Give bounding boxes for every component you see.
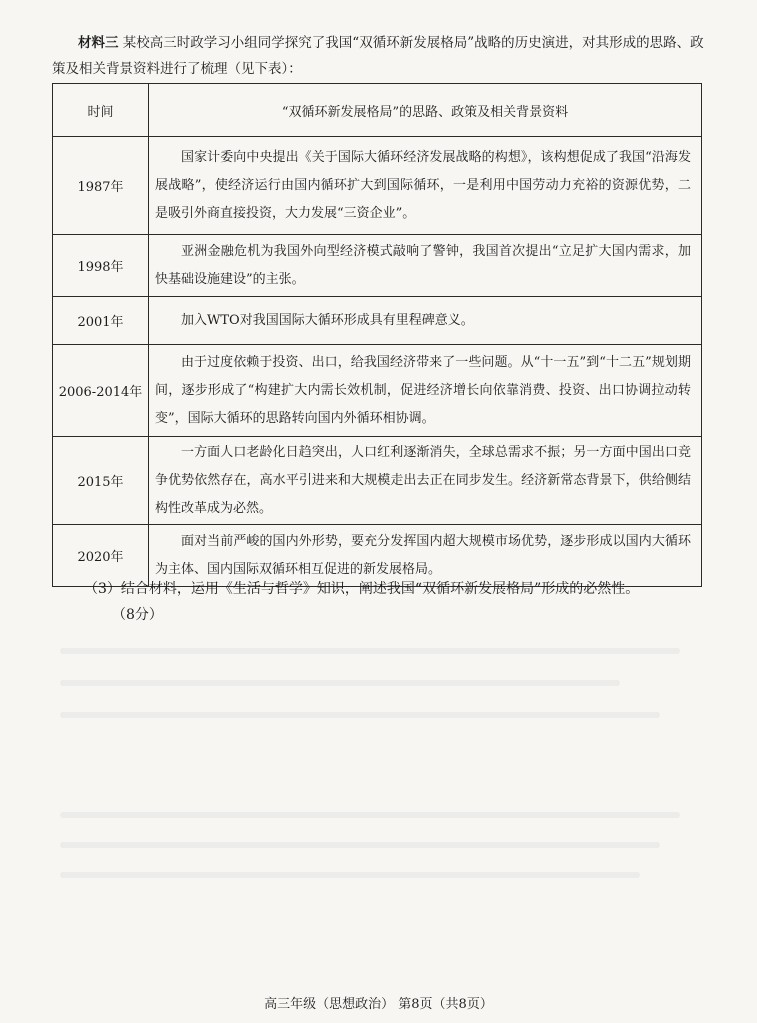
material-table	[52, 83, 702, 587]
question-text: （3）结合材料，运用《生活与哲学》知识，阐述我国“双循环新发展格局”形成的必然性。	[84, 581, 640, 597]
row-year: 2020年	[53, 525, 149, 587]
material-label: 材料三	[78, 35, 119, 51]
row-year: 1987年	[53, 137, 149, 235]
row-text: 一方面人口老龄化日趋突出，人口红利逐渐消失，全球总需求不振；另一方面中国出口竞争优势依然存在，高水平引进来和大规模走出去正在同步发生。经济新常态背景下，供给侧结构性改革成为必然。	[149, 437, 702, 525]
bleed-through-line	[60, 648, 680, 654]
table-row	[53, 137, 702, 235]
row-year: 2006-2014年	[53, 345, 149, 437]
row-text: 面对当前严峻的国内外形势，要充分发挥国内超大规模市场优势，逐步形成以国内大循环为主体、国内国际双循环相互促进的新发展格局。	[149, 525, 702, 587]
bleed-through-line	[60, 680, 620, 686]
header-time: 时间	[53, 84, 149, 137]
material-intro-text: 某校高三时政学习小组同学探究了我国“双循环新发展格局”战略的历史演进，对其形成的思路、政策及相关背景资料进行了梳理（见下表）：	[52, 35, 704, 77]
bleed-through-line	[60, 712, 660, 718]
row-year: 2015年	[53, 437, 149, 525]
table-row	[53, 235, 702, 297]
table-row	[53, 345, 702, 437]
row-text: 加入WTO对我国国际大循环形成具有里程碑意义。	[149, 297, 702, 345]
row-year: 2001年	[53, 297, 149, 345]
row-text: 亚洲金融危机为我国外向型经济模式敲响了警钟，我国首次提出“立足扩大国内需求，加快基础设施建设”的主张。	[149, 235, 702, 297]
material-intro	[52, 30, 712, 82]
bleed-through-line	[60, 872, 640, 878]
bleed-through-line	[60, 812, 680, 818]
bleed-through-line	[60, 842, 660, 848]
table-header-row	[53, 84, 702, 137]
table-row	[53, 437, 702, 525]
question-score: （8分）	[112, 607, 163, 623]
header-content: “双循环新发展格局”的思路、政策及相关背景资料	[149, 84, 702, 137]
row-text: 国家计委向中央提出《关于国际大循环经济发展战略的构想》，该构想促成了我国“沿海发展战略”，使经济运行由国内循环扩大到国际循环，一是利用中国劳动力充裕的资源优势，二是吸引外商直接投资，大力发展“三资企业”。	[149, 137, 702, 235]
page-footer: 高三年级（思想政治） 第8页（共8页）	[264, 997, 493, 1012]
row-year: 1998年	[53, 235, 149, 297]
table-row	[53, 297, 702, 345]
row-text: 由于过度依赖于投资、出口，给我国经济带来了一些问题。从“十一五”到“十二五”规划期间，逐步形成了“构建扩大内需长效机制，促进经济增长向依靠消费、投资、出口协调拉动转变”，国际大循环的思路转向国内外循环相协调。	[149, 345, 702, 437]
